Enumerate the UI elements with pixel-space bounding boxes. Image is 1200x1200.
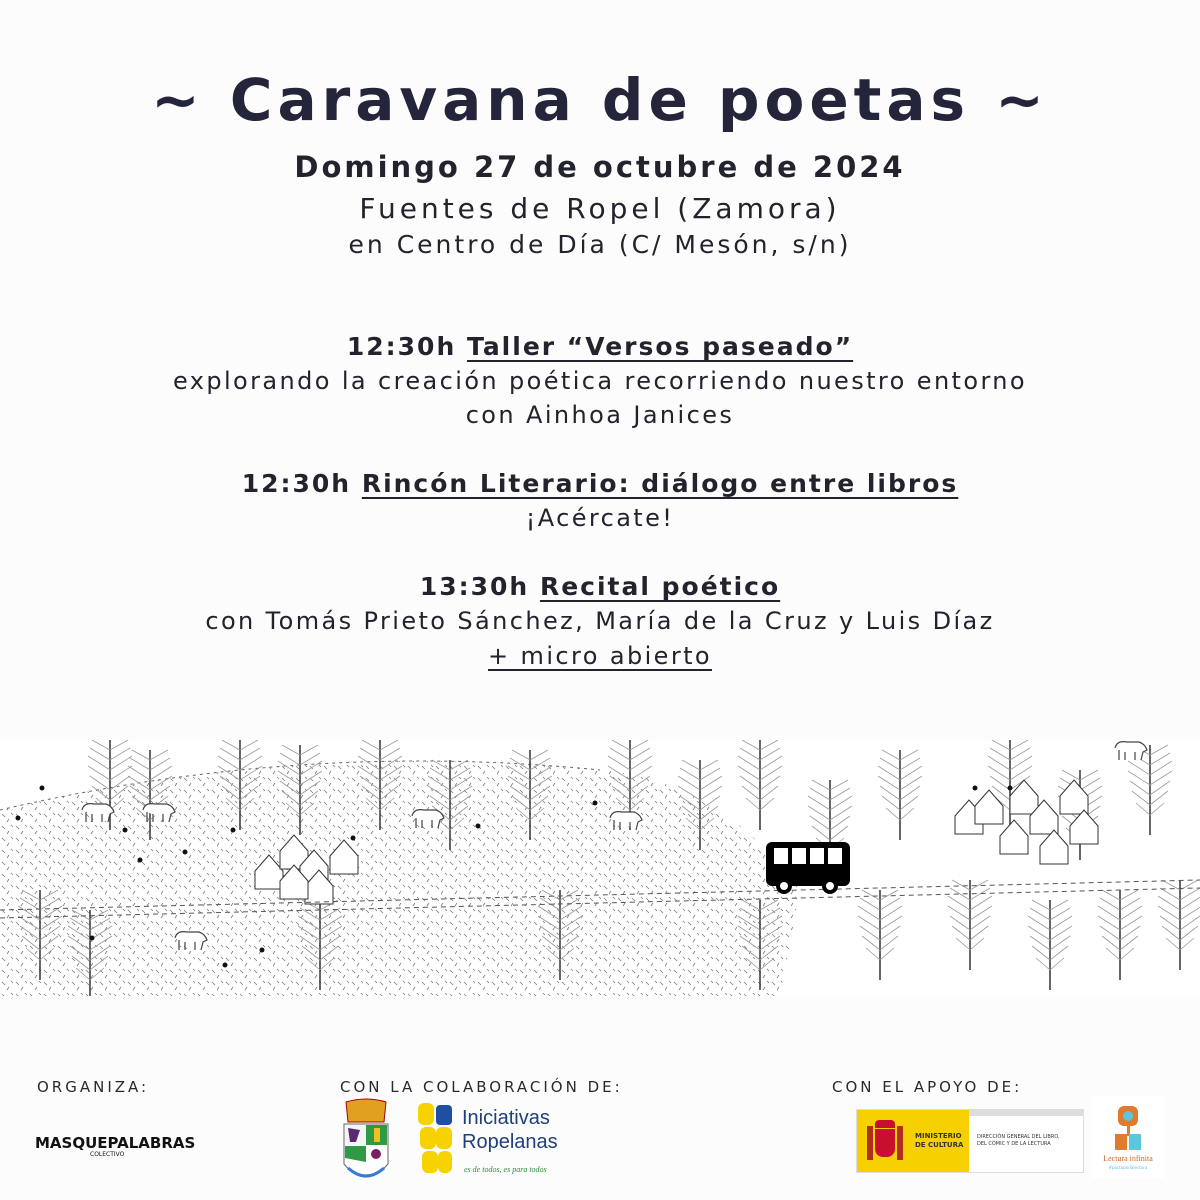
bus-icon bbox=[766, 842, 850, 894]
event-3-time: 13:30h bbox=[419, 572, 530, 601]
ministerio-line1: MINISTERIO bbox=[915, 1132, 962, 1140]
event-2-desc: ¡Acércate! bbox=[525, 504, 675, 532]
iniciativas-tagline: es de todos, es para todos bbox=[464, 1165, 547, 1174]
coat-of-arms-icon bbox=[340, 1098, 392, 1188]
event-1-desc: explorando la creación poética recorriendo nuestro entorno bbox=[172, 367, 1027, 395]
event-1-title: Taller “Versos paseado” bbox=[466, 332, 854, 361]
lectura-tag: #pactoporlalectura bbox=[1108, 1165, 1148, 1170]
event-2-heading bbox=[0, 469, 1200, 498]
colaboracion-label: CON LA COLABORACIÓN DE: bbox=[340, 1078, 623, 1096]
masquepalabras-sub: COLECTIVO bbox=[90, 1151, 125, 1158]
spain-coat-of-arms-icon bbox=[867, 1120, 903, 1162]
event-1-time: 12:30h bbox=[346, 332, 457, 361]
lectura-infinita-logo bbox=[1092, 1096, 1164, 1178]
wheat-icon bbox=[418, 1103, 458, 1177]
lectura-title: Lectura infinita bbox=[1103, 1154, 1153, 1163]
event-2-time: 12:30h bbox=[241, 469, 352, 498]
organiza-label: ORGANIZA: bbox=[37, 1078, 150, 1096]
direccion-line2: DEL CÓMIC Y DE LA LECTURA bbox=[977, 1141, 1051, 1147]
event-3-extra-text: + micro abierto bbox=[488, 642, 712, 670]
event-3-heading bbox=[0, 572, 1200, 601]
iniciativas-ropelanas-logo bbox=[418, 1103, 588, 1179]
iniciativas-line2: Ropelanas bbox=[462, 1131, 558, 1153]
poster-title: ~ Caravana de poetas ~ bbox=[151, 66, 1049, 134]
event-2-title: Rincón Literario: diálogo entre libros bbox=[361, 469, 959, 498]
event-date: Domingo 27 de octubre de 2024 bbox=[294, 150, 906, 184]
event-3-title: Recital poético bbox=[539, 572, 781, 601]
event-place: Fuentes de Ropel (Zamora) bbox=[359, 192, 841, 225]
ministerio-line2: DE CULTURA bbox=[915, 1141, 964, 1149]
masquepalabras-logo: MASQUEPALABRAS bbox=[35, 1134, 196, 1152]
apoyo-label: CON EL APOYO DE: bbox=[832, 1078, 1023, 1096]
event-venue: en Centro de Día (C/ Mesón, s/n) bbox=[348, 230, 852, 259]
landscape-illustration bbox=[0, 740, 1200, 996]
event-3-extra bbox=[0, 642, 1200, 670]
iniciativas-line1: Iniciativas bbox=[462, 1107, 550, 1129]
flower-book-icon bbox=[1115, 1106, 1141, 1152]
event-1-host: con Ainhoa Janices bbox=[465, 401, 735, 429]
ministerio-cultura-logo bbox=[856, 1109, 1084, 1173]
event-1-heading bbox=[0, 332, 1200, 361]
event-3-desc: con Tomás Prieto Sánchez, María de la Cruz y Luis Díaz bbox=[205, 607, 995, 635]
direccion-line1: DIRECCIÓN GENERAL DEL LIBRO, bbox=[977, 1134, 1060, 1140]
